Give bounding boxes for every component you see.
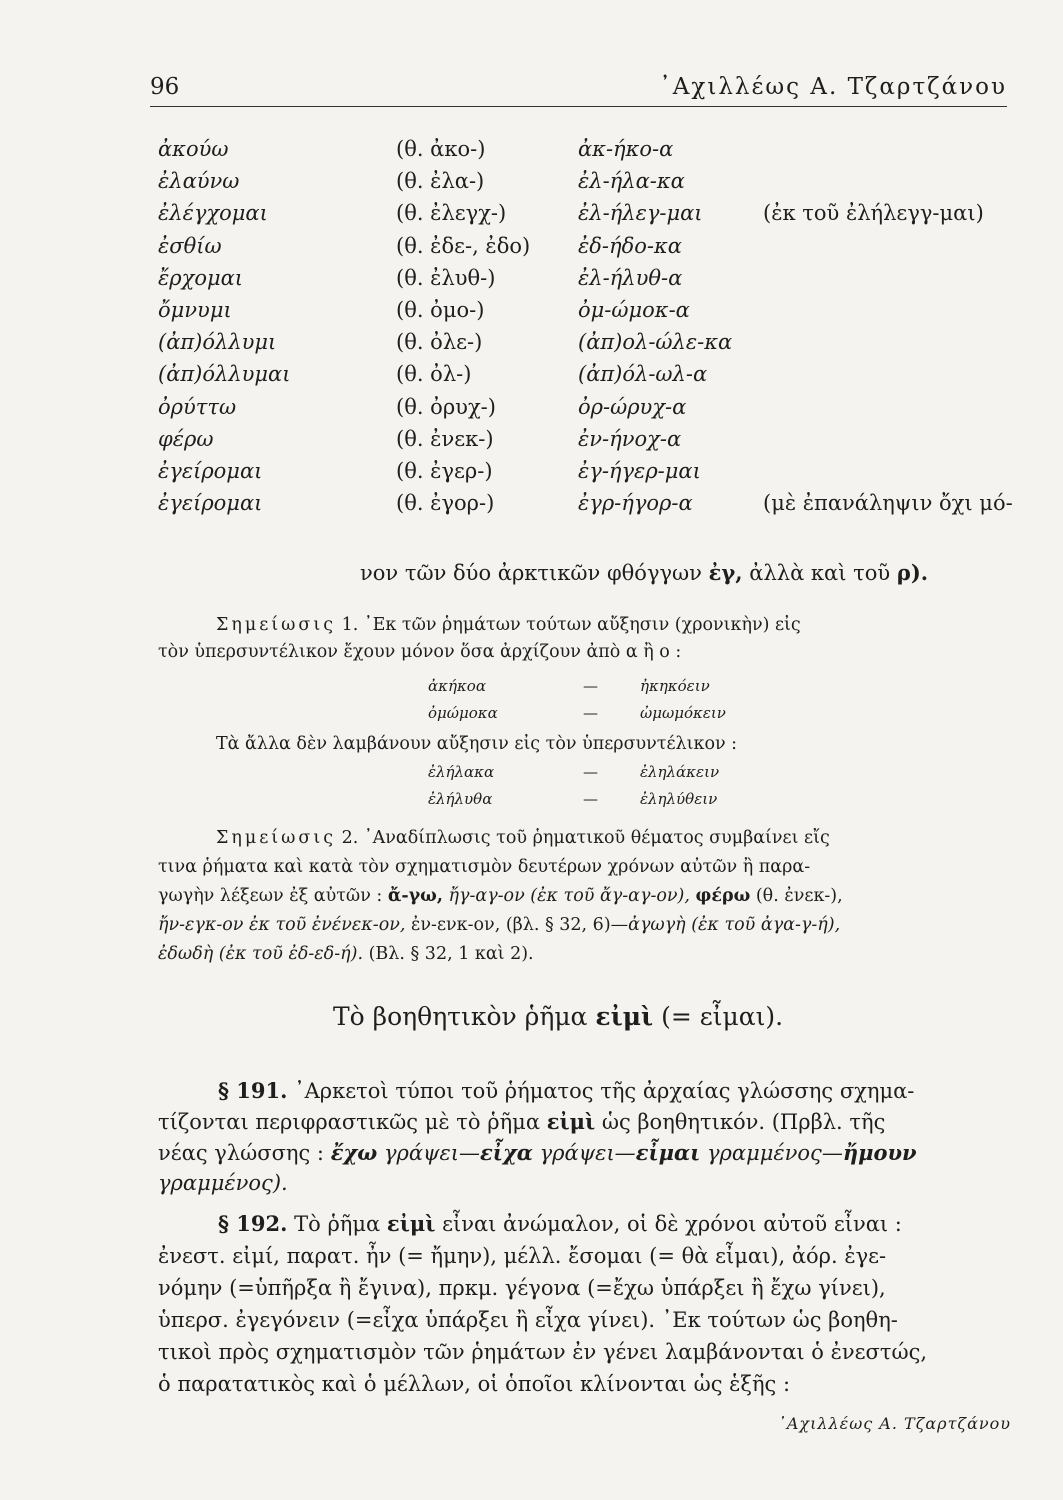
example-left: ἐλήλυθα: [428, 790, 493, 808]
example-left: ὀμώμοκα: [428, 704, 498, 722]
table-row: (ἀπ)όλλυμι (θ. ὀλε-) (ἀπ)ολ-ώλε-κα: [158, 330, 733, 355]
note1-line3: Τὰ ἄλλα δὲν λαμβάνουν αὔξησιν εἰς τὸν ὑπερσυντέλικον :: [216, 734, 738, 754]
table-row: ἐλέγχομαι (θ. ἐλεγχ-) ἐλ-ήλεγ-μαι (ἐκ τοῦ ἐλήλεγγ-μαι): [158, 201, 984, 226]
note2-line1: Σημείωσις 2. ᾿Αναδίπλωσις τοῦ ῥηματικοῦ θέματος συμβαίνει εἴς: [216, 828, 830, 848]
table-row: ἔρχομαι (θ. ἐλυθ-) ἐλ-ήλυθ-α: [158, 265, 683, 290]
section-heading: Τὸ βοηθητικὸν ῥῆμα εἰμὶ (= εἶμαι).: [333, 1002, 784, 1031]
para192-line4: ὑπερσ. ἐγεγόνειν (=εἶχα ὑπάρξει ἢ εἶχα γίνει). ᾿Εκ τούτων ὡς βοηθη-: [158, 1308, 898, 1332]
para192-line6: ὁ παρατατικὸς καὶ ὁ μέλλων, οἱ ὁποῖοι κλίνονται ὡς ἑξῆς :: [158, 1372, 791, 1396]
table-row: ἐγείρομαι (θ. ἐγορ-) ἐγρ-ήγορ-α (μὲ ἐπανάληψιν ὄχι μό-: [158, 491, 1013, 516]
para191-line4: γραμμένος).: [158, 1171, 288, 1195]
author-signature: ᾿Αχιλλέως Α. Τζαρτζάνου: [777, 1414, 1011, 1433]
para192-line2: ἐνεστ. εἰμί, παρατ. ἦν (= ἤμην), μέλλ. ἔσομαι (= θὰ εἶμαι), ἀόρ. ἐγε-: [158, 1244, 887, 1268]
page-number: 96: [150, 74, 180, 100]
example-dash: —: [583, 704, 598, 722]
para191-line2: τίζονται περιφραστικῶς μὲ τὸ ῥῆμα εἰμὶ ὡς βοηθητικόν. (Πρβλ. τῆς: [158, 1109, 886, 1134]
note1-line2: τὸν ὑπερσυντέλικον ἔχουν μόνον ὅσα ἀρχίζουν ἀπὸ α ἢ ο :: [158, 642, 682, 662]
example-right: ἐληλάκειν: [640, 763, 720, 781]
table-row: ἐλαύνω (θ. ἐλα-) ἐλ-ήλα-κα: [158, 169, 685, 194]
section-number: § 192.: [218, 1211, 288, 1236]
verb-table: [158, 135, 1018, 521]
table-row: ἀκούω (θ. ἀκο-) ἀκ-ήκο-α: [158, 137, 674, 161]
example-right: ἐληλύθειν: [640, 790, 718, 808]
table-row: ὀρύττω (θ. ὀρυχ-) ὀρ-ώρυχ-α: [158, 394, 687, 419]
table-row: (ἀπ)όλλυμαι (θ. ὀλ-) (ἀπ)όλ-ωλ-α: [158, 362, 708, 387]
para191-line3: νέας γλώσσης : ἔχω γράψει—εἶχα γράψει—εἶμαι γραμμένος—ἤμουν: [158, 1140, 917, 1165]
table-row: ὄμνυμι (θ. ὀμο-) ὀμ-ώμοκ-α: [158, 297, 690, 322]
running-header: [150, 70, 1007, 107]
table-row: ἐσθίω (θ. ἐδε-, ἐδο) ἐδ-ήδο-κα: [158, 233, 682, 258]
example-dash: —: [583, 790, 598, 808]
header-title: ᾿Αχιλλέως Α. Τζαρτζάνου: [659, 74, 1007, 100]
table-row: ἐγείρομαι (θ. ἐγερ-) ἐγ-ήγερ-μαι: [158, 458, 701, 483]
para192-line3: νόμην (=ὑπῆρξα ἢ ἔγινα), πρκμ. γέγονα (=ἔχω ὑπάρξει ἢ ἔχω γίνει),: [158, 1276, 886, 1300]
note2-line5: ἐδωδὴ (ἐκ τοῦ ἐδ-εδ-ή). (Βλ. § 32, 1 καὶ 2).: [158, 944, 534, 964]
table-row: φέρω (θ. ἐνεκ-) ἐν-ήνοχ-α: [158, 426, 682, 451]
note1-line1: Σημείωσις 1. ᾿Εκ τῶν ῥημάτων τούτων αὔξησιν (χρονικὴν) εἰς: [216, 615, 801, 635]
para192-line1: § 192. Τὸ ῥῆμα εἰμὶ εἶναι ἀνώμαλον, οἱ δὲ χρόνοι αὐτοῦ εἶναι :: [218, 1211, 902, 1236]
example-left: ἐλήλακα: [428, 763, 495, 781]
example-left: ἀκήκοα: [428, 677, 486, 695]
example-dash: —: [583, 763, 598, 781]
example-right: ὠμωμόκειν: [640, 704, 726, 722]
table-continuation-line: νον τῶν δύο ἀρκτικῶν φθόγγων ἐγ, ἀλλὰ καὶ τοῦ ρ).: [360, 560, 929, 585]
example-right: ἠκηκόειν: [640, 677, 710, 695]
example-dash: —: [583, 677, 598, 695]
note2-line2: τινα ῥήματα καὶ κατὰ τὸν σχηματισμὸν δευτέρων χρόνων αὐτῶν ἢ παρα-: [158, 857, 811, 877]
note2-line4: ἤν-εγκ-ον ἐκ τοῦ ἐνένεκ-ον, ἐν-ενκ-ον, (βλ. § 32, 6)—ἀγωγὴ (ἐκ τοῦ ἀγα-γ-ή),: [158, 915, 841, 935]
para191-line1: § 191. ᾿Αρκετοὶ τύποι τοῦ ῥήματος τῆς ἀρχαίας γλώσσης σχημα-: [218, 1078, 915, 1103]
para192-line5: τικοὶ πρὸς σχηματισμὸν τῶν ῥημάτων ἐν γένει λαμβάνονται ὁ ἐνεστώς,: [158, 1340, 928, 1364]
section-number: § 191.: [218, 1078, 288, 1103]
note2-line3: γωγὴν λέξεων ἐξ αὐτῶν : ἄ-γω, ἤγ-αγ-ον (ἐκ τοῦ ἄγ-αγ-ον), φέρω (θ. ἐνεκ-),: [158, 886, 843, 906]
